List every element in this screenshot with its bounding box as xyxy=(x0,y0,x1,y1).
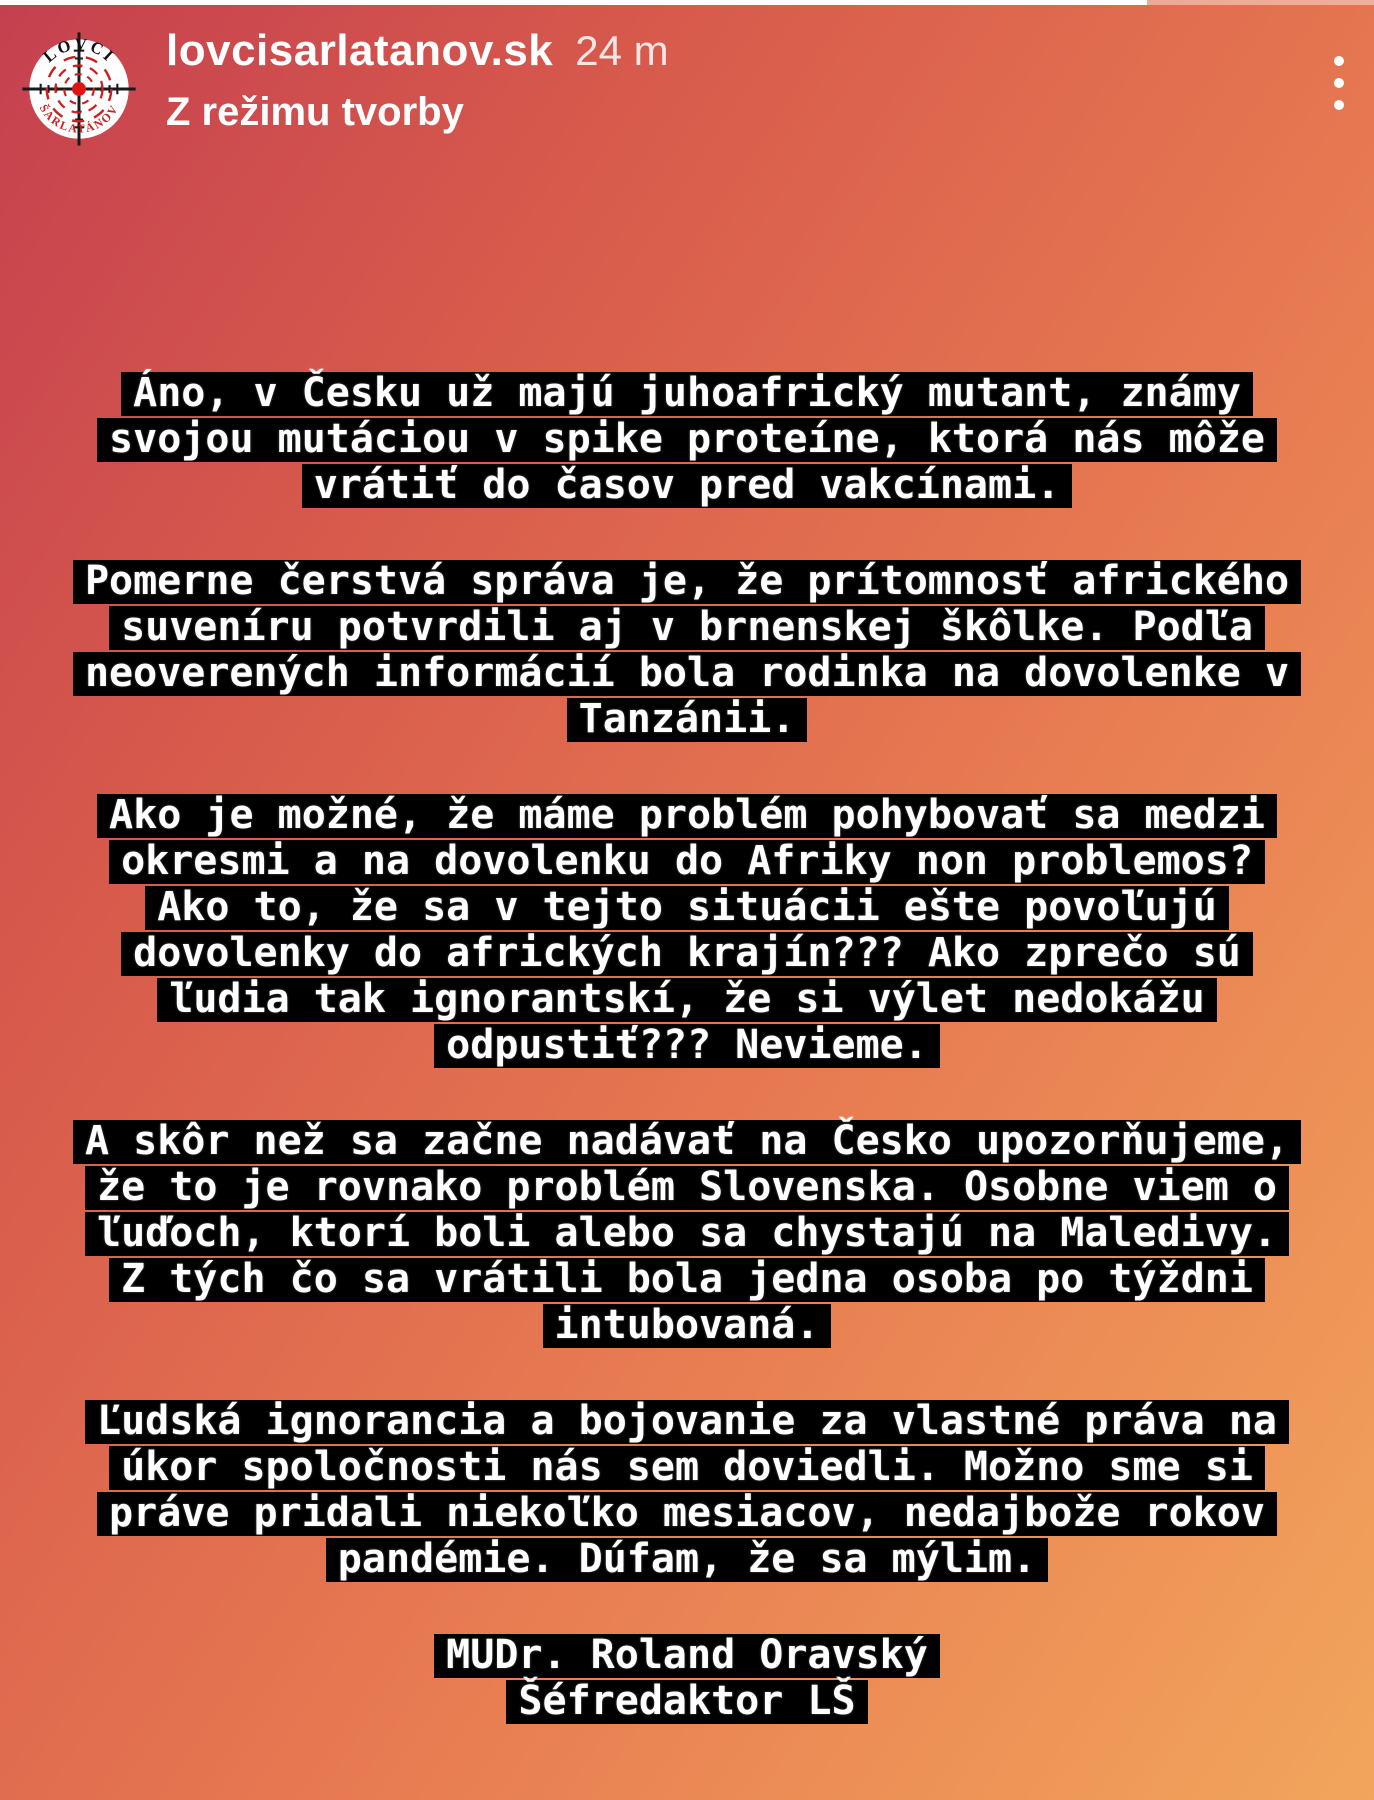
timestamp: 24 m xyxy=(575,27,669,74)
story-progress-bar[interactable] xyxy=(0,0,1374,5)
paragraph-3 xyxy=(0,794,1374,1070)
story-text-line: Tanzánii. xyxy=(567,698,808,742)
story-text-line: pandémie. Dúfam, že sa mýlim. xyxy=(326,1538,1048,1582)
story-subtitle: Z režimu tvorby xyxy=(166,90,464,134)
story-text-line: ľuďoch, ktorí boli alebo sa chystajú na Maledivy. xyxy=(85,1212,1289,1256)
story-text-line: okresmi a na dovolenku do Afriky non problemos? xyxy=(109,840,1265,884)
signature-role: Šéfredaktor LŠ xyxy=(506,1680,867,1724)
story-text-line: Áno, v Česku už majú juhoafrický mutant, známy xyxy=(121,372,1253,416)
story-text-line: odpustiť??? Nevieme. xyxy=(434,1024,940,1068)
more-vertical-icon xyxy=(1334,100,1344,110)
logo-top-text: LOVCI xyxy=(39,34,120,67)
profile-avatar[interactable] xyxy=(18,28,140,150)
story-text-line: práve pridali niekoľko mesiacov, nedajbože rokov xyxy=(97,1492,1277,1536)
story-text-line: Pomerne čerstvá správa je, že prítomnosť afrického xyxy=(73,560,1301,604)
story-text-line: Z tých čo sa vrátili bola jedna osoba po týždni xyxy=(109,1258,1265,1302)
signature xyxy=(0,1634,1374,1726)
story-text-block xyxy=(0,372,1374,1776)
paragraph-5 xyxy=(0,1400,1374,1584)
story-text-line: neoverených informácií bola rodinka na dovolenke v xyxy=(73,652,1301,696)
story-progress-fill xyxy=(0,0,1147,5)
story-text-line: suveníru potvrdili aj v brnenskej škôlke. Podľa xyxy=(109,606,1265,650)
more-vertical-icon xyxy=(1334,78,1344,88)
logo-center-dot xyxy=(72,82,86,96)
story-text-line: úkor spoločnosti nás sem doviedli. Možno sme si xyxy=(109,1446,1265,1490)
story-text-line: Ako to, že sa v tejto situácii ešte povoľujú xyxy=(145,886,1229,930)
story-text-line: intubovaná. xyxy=(543,1304,832,1348)
lovci-sarlatanov-logo-icon xyxy=(18,28,140,150)
story-text-line: ľudia tak ignorantskí, že si výlet nedokážu xyxy=(157,978,1217,1022)
story-text-line: vrátiť do časov pred vakcínami. xyxy=(302,464,1073,508)
more-vertical-icon xyxy=(1334,56,1344,66)
more-options-button[interactable] xyxy=(1334,56,1344,110)
paragraph-4 xyxy=(0,1120,1374,1350)
story-text-line: svojou mutáciou v spike proteíne, ktorá nás môže xyxy=(97,418,1277,462)
story-text-line: Ako je možné, že máme problém pohybovať sa medzi xyxy=(97,794,1277,838)
story-header xyxy=(18,22,1356,150)
header-text xyxy=(166,22,669,135)
story-text-line: dovolenky do afrických krajín??? Ako zprečo sú xyxy=(121,932,1253,976)
story-text-line: Ľudská ignorancia a bojovanie za vlastné práva na xyxy=(85,1400,1289,1444)
signature-name: MUDr. Roland Oravský xyxy=(434,1634,940,1678)
story-text-line: že to je rovnako problém Slovenska. Osobne viem o xyxy=(85,1166,1289,1210)
paragraph-2 xyxy=(0,560,1374,744)
story-text-line: A skôr než sa začne nadávať na Česko upozorňujeme, xyxy=(73,1120,1301,1164)
username[interactable]: lovcisarlatanov.sk xyxy=(166,26,554,75)
paragraph-1 xyxy=(0,372,1374,510)
logo-bottom-text: ŠARLATÁNOV xyxy=(36,102,122,136)
